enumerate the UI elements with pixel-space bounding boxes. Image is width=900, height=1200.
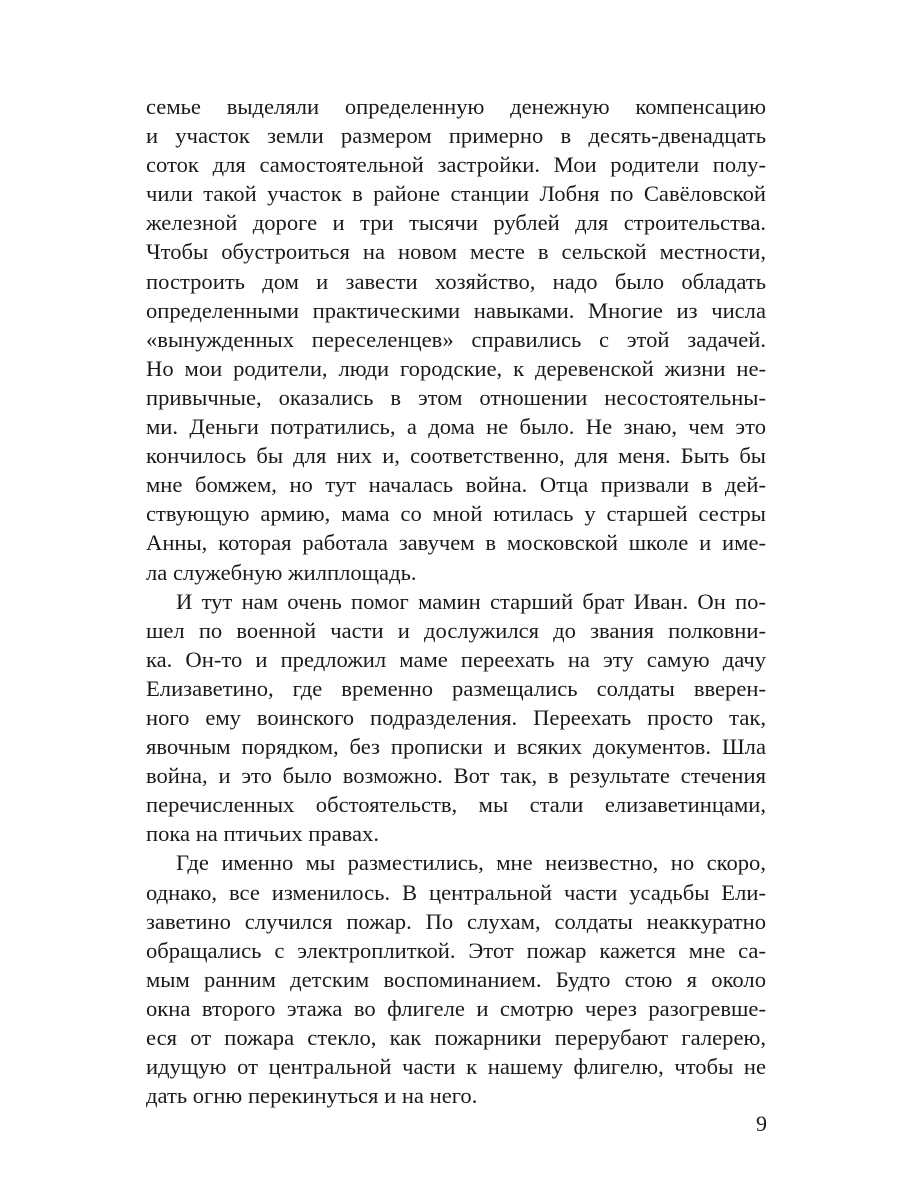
text-line: заветино случился пожар. По слухам, солдаты неаккуратно xyxy=(146,908,766,934)
page-number: 9 xyxy=(756,1111,767,1136)
text-line: И тут нам очень помог мамин старший брат Иван. Он по- xyxy=(176,588,766,614)
text-line: обращались с электроплиткой. Этот пожар кажется мне са- xyxy=(146,937,766,963)
text-line: мне бомжем, но тут началась война. Отца призвали в дей- xyxy=(146,472,766,498)
text-line: Елизаветино, где временно размещались солдаты вверен- xyxy=(146,675,766,701)
text-line: дать огню перекинуться и на него. xyxy=(146,1083,478,1109)
text-line: чили такой участок в районе станции Лобня по Савёловской xyxy=(146,181,766,207)
text-line: кончилось бы для них и, соответственно, для меня. Быть бы xyxy=(146,443,766,469)
text-line: шел по военной части и дослужился до звания полковни- xyxy=(146,617,766,643)
text-line: Анны, которая работала завучем в московской школе и име- xyxy=(146,530,766,556)
text-line: явочным порядком, без прописки и всяких документов. Шла xyxy=(146,734,766,760)
text-line: Чтобы обустроиться на новом месте в сельской местности, xyxy=(146,239,766,265)
text-line: Где именно мы разместились, мне неизвестно, но скоро, xyxy=(176,850,766,876)
text-line: ла служебную жилплощадь. xyxy=(146,559,417,585)
text-line: и участок земли размером примерно в десять-двенадцать xyxy=(146,123,766,149)
text-line: окна второго этажа во флигеле и смотрю через разогревше- xyxy=(146,995,766,1021)
text-line: идущую от центральной части к нашему флигелю, чтобы не xyxy=(146,1054,766,1080)
text-line: построить дом и завести хозяйство, надо было обладать xyxy=(146,268,766,294)
paragraph-2 xyxy=(146,587,766,849)
text-line: война, и это было возможно. Вот так, в результате стечения xyxy=(146,763,766,789)
body-text xyxy=(146,92,766,1110)
text-line: привычные, оказались в этом отношении несостоятельны- xyxy=(146,384,766,410)
text-line: ного ему воинского подразделения. Переехать просто так, xyxy=(146,704,766,730)
text-line: перечисленных обстоятельств, мы стали елизаветинцами, xyxy=(146,792,766,818)
text-line: ми. Деньги потратились, а дома не было. Не знаю, чем это xyxy=(146,414,766,440)
text-line: однако, все изменилось. В центральной части усадьбы Ели- xyxy=(146,879,766,905)
text-line: «вынужденных переселенцев» справились с этой задачей. xyxy=(146,326,766,352)
paragraph-3 xyxy=(146,848,766,1110)
text-line: железной дороге и три тысячи рублей для строительства. xyxy=(146,210,766,236)
text-line: Но мои родители, люди городские, к деревенской жизни не- xyxy=(146,355,766,381)
text-line: определенными практическими навыками. Многие из числа xyxy=(146,297,766,323)
text-line: ка. Он-то и предложил маме переехать на эту самую дачу xyxy=(146,646,766,672)
paragraph-1 xyxy=(146,92,766,587)
text-line: мым ранним детским воспоминанием. Будто стою я около xyxy=(146,966,766,992)
text-line: еся от пожара стекло, как пожарники перерубают галерею, xyxy=(146,1025,766,1050)
text-line: семье выделяли определенную денежную компенсацию xyxy=(146,94,766,119)
text-line: ствующую армию, мама со мной ютилась у старшей сестры xyxy=(146,501,766,527)
text-line: пока на птичьих правах. xyxy=(146,821,379,847)
text-line: соток для самостоятельной застройки. Мои родители полу- xyxy=(146,152,766,178)
